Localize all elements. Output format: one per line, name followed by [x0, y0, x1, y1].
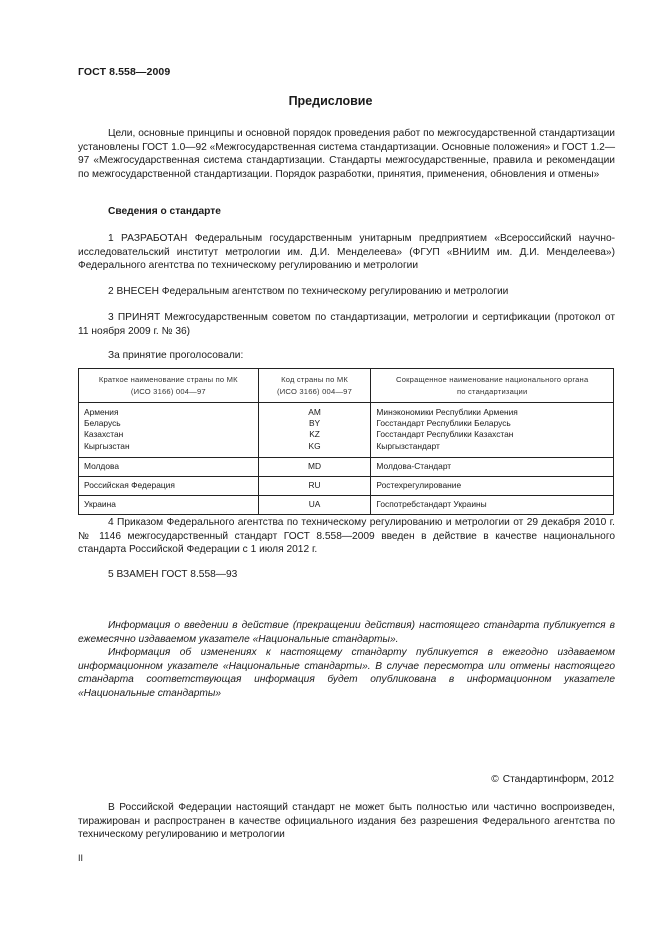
country-name: Кыргызстан	[84, 440, 130, 451]
standards-body: Молдова-Стандарт	[371, 457, 614, 476]
page-number: II	[78, 853, 84, 863]
table-row	[79, 495, 614, 514]
copyright-text: Стандартинформ, 2012	[502, 774, 614, 785]
table-header-row	[79, 369, 614, 403]
country-code: AM	[308, 407, 321, 417]
header-code-line2: (ИСО 3166) 004—97	[277, 386, 353, 396]
info-paragraph-2: Информация об изменениях к настоящему стандарту публикуется в ежегодно издаваемом информационном указателе «Национальные стандарты». В случае пересмотра или отмены настоящего стандарта соответствующая информация будет опубликована в информационном указателе «Национальные стандарты»	[78, 647, 615, 699]
page-title: Предисловие	[288, 94, 373, 108]
item-1-paragraph: 1 РАЗРАБОТАН Федеральным государственным унитарным предприятием «Всероссийский научно-исследовательский институт метрологии им. Д.И. Менделеева» (ФГУП «ВНИИМ им. Д.И. Менделеева») Федерального агентства по техническому регулированию и метрологии	[78, 233, 615, 272]
header-code	[258, 369, 371, 403]
country-code: UA	[258, 495, 371, 514]
copyright-line	[491, 774, 614, 785]
country-code: KG	[308, 440, 321, 451]
intro-paragraph: Цели, основные принципы и основной порядок проведения работ по межгосударственной стандартизации установлены ГОСТ 1.0—92 «Межгосударственная система стандартизации. Основные положения» и ГОСТ 1.2—97 «Межгосударственная система стандартизации. Стандарты межгосударственные, правила и рекомендации по межгосударственной стандартизации. Порядок разработки, принятия, применения, обновления и отмены»	[78, 128, 616, 180]
header-body	[371, 369, 614, 403]
country-name: Беларусь	[84, 418, 121, 429]
country-cell	[79, 403, 259, 458]
standards-body: Госстандарт Республики Казахстан	[376, 429, 514, 440]
standards-body: Госпотребстандарт Украины	[371, 495, 614, 514]
body-cell	[371, 403, 614, 458]
table-row	[79, 457, 614, 476]
standards-body: Минэкономики Республики Армения	[376, 407, 518, 417]
table-row	[79, 476, 614, 495]
header-country-line2: (ИСО 3166) 004—97	[130, 386, 206, 396]
document-header: ГОСТ 8.558—2009	[78, 66, 171, 78]
item-2-paragraph: 2 ВНЕСЕН Федеральным агентством по техническому регулированию и метрологии	[108, 286, 509, 297]
country-name: Казахстан	[84, 429, 124, 440]
header-code-line1: Код страны по МК	[281, 375, 348, 385]
header-country-line1: Краткое наименование страны по МК	[98, 375, 238, 385]
item-3-paragraph: 3 ПРИНЯТ Межгосударственным советом по стандартизации, метрологии и сертификации (протокол от 11 ноября 2009 г. № 36)	[78, 312, 615, 337]
standards-body: Ростехрегулирование	[371, 476, 614, 495]
country-code: MD	[258, 457, 371, 476]
standards-body: Кыргызстандарт	[376, 440, 440, 451]
header-body-line2: по стандартизации	[457, 386, 528, 396]
info-paragraph-1: Информация о введении в действие (прекращении действия) настоящего стандарта публикуется в ежемесячно издаваемом указателе «Национальные стандарты».	[78, 620, 615, 645]
section-subheading: Сведения о стандарте	[108, 206, 221, 217]
header-country	[79, 369, 259, 403]
country-name: Молдова	[79, 457, 259, 476]
header-body-line1: Сокращенное наименование национального органа	[396, 375, 589, 385]
country-name: Российская Федерация	[79, 476, 259, 495]
country-name: Украина	[79, 495, 259, 514]
copyright-icon: ©	[491, 774, 499, 785]
table-row	[79, 403, 614, 458]
item-4-paragraph: 4 Приказом Федерального агентства по техническому регулированию и метрологии от 29 декабря 2010 г. № 1146 межгосударственный стандарт ГОСТ 8.558—2009 введен в действие в качестве национального стандарта Российской Федерации с 1 июля 2012 г.	[78, 517, 615, 556]
legal-paragraph: В Российской Федерации настоящий стандарт не может быть полностью или частично воспроизведен, тиражирован и распространен в качестве официального издания без разрешения Федерального агентства по техническому регулированию и метрологии	[78, 802, 615, 841]
standards-body: Госстандарт Республики Беларусь	[376, 418, 511, 429]
country-code: KZ	[309, 429, 320, 440]
country-name: Армения	[84, 407, 119, 417]
voted-label: За принятие проголосовали:	[108, 350, 244, 361]
item-5-paragraph: 5 ВЗАМЕН ГОСТ 8.558—93	[108, 569, 238, 580]
country-code: BY	[308, 418, 321, 429]
country-code: RU	[258, 476, 371, 495]
voting-table	[78, 368, 614, 515]
code-cell	[258, 403, 371, 458]
